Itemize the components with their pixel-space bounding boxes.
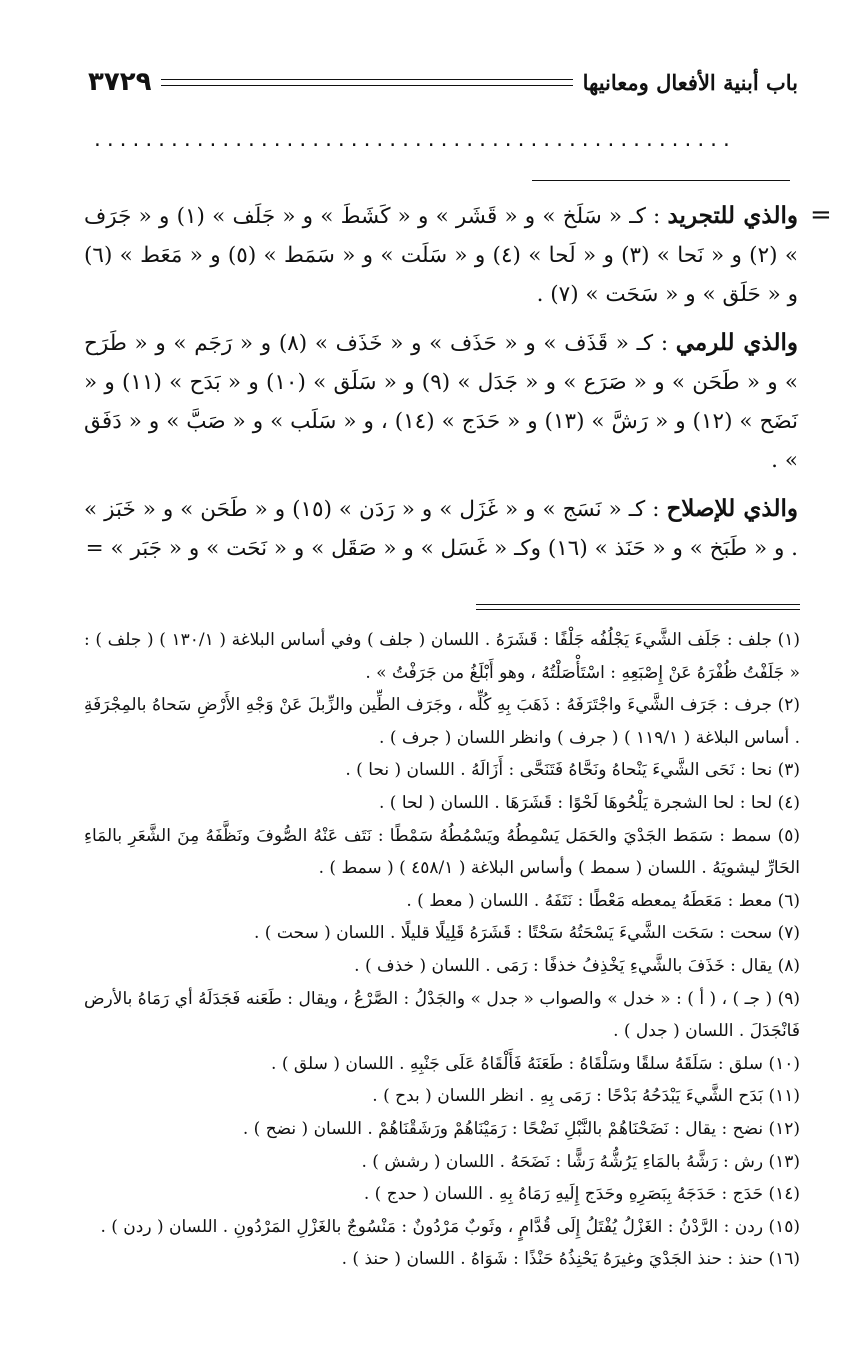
paragraph-islah: [84, 489, 798, 568]
page-number: ٣٧٢٩: [88, 67, 152, 97]
paragraph-ramy: [84, 323, 798, 480]
footnote: (١) جلف : جَلَف الشَّيءَ يَجْلُفُه جَلْفًا : قَشَرَهُ . اللسان ( جلف ) وفي أساس البلاغة ( ١٣٠/١ ) ( جلف ) : « جَلَفْتُ ظُفْرَهُ عَنْ إِصْبَعِهِ : اسْتَأْصَلْتُهُ ، وهو أَبْلَغُ من جَرَفْتُ » .: [84, 630, 800, 683]
footnote: (١٣) رش : رَشَّهُ بالمَاءِ يَرُشُّهُ رَشًّا : نَضَحَهُ . اللسان ( رشش ) .: [361, 1151, 800, 1172]
ellipsis-line: ..................................................: [92, 130, 734, 151]
main-text: [84, 196, 798, 577]
footnote: (٢) جرف : جَرَف الشَّيءَ واجْتَرَفَهُ : ذَهَبَ بِهِ كُلِّه ، وجَرَف الطِّين والزِّبلَ عَنْ وَجْهِ الأَرْضِ سَحاهُ بالمِجْرَفَةِ . أساس البلاغة ( ١١٩/١ ) ( جرف ) وانظر اللسان ( جرف ) .: [84, 695, 800, 748]
paragraph-text: : كـ « نَسَج » و « غَزَل » و « رَدَن » (١٥) و « طَحَن » و « خَبَز » . و « طَبَخ » و « حَنَذ » (١٦) وكـ « غَسَل » و « صَقَل » و « نَحَت » و « جَبَر » =: [84, 497, 798, 561]
running-title: باب أبنية الأفعال ومعانيها: [582, 69, 798, 95]
paragraph-lead: والذي للتجريد: [667, 202, 798, 229]
paragraph-tajrid: [84, 196, 798, 314]
footnote: (٦) معط : مَعَطَهُ يمعطه مَعْطًا : نَتَفَهُ . اللسان ( معط ) .: [406, 890, 800, 911]
footnote: (١٦) حنذ : حنذ الجَدْيَ وغيرَهُ يَحْنِذُهُ حَنْذًا : شَوَاهُ . اللسان ( حنذ ) .: [341, 1249, 800, 1270]
footnote: (٣) نحا : نَحَى الشَّيءَ يَنْحاهُ ونَحَّاهُ فَتَنَحَّى : أَزَالَهُ . اللسان ( نحا ) .: [345, 760, 800, 781]
footnotes: [84, 624, 800, 1276]
paragraph-text: : كـ « قَذَف » و « حَذَف » و « خَذَف » (٨) و « رَجَم » و « طَرَح » و « طَحَن » و « صَرَع » و « جَدَل » (٩) و « سَلَق » (١٠) و « بَدَح » (١١) و « نَضَح » (١٢) و « رَشَّ » (١٣) و « حَدَج » (١٤) ، و « سَلَب » و « صَبَّ » و « دَفَق » .: [84, 331, 799, 473]
footnote: (١٠) سلق : سَلَقَهُ سلقًا وسَلْقَاهُ : طَعَنَهُ فَأَلْقَاهُ عَلَى جَنْبِهِ . اللسان ( سلق ) .: [271, 1053, 800, 1074]
footnote: (٩) ( جـ ) ، ( أ ) : « خدل » والصواب « جدل » والجَدْلُ : الصَّرْعُ ، ويقال : طَعَنه فَجَدَلَهُ أي رَمَاهُ بالأرض فَانْجَدَلَ . اللسان ( جدل ) .: [84, 988, 800, 1042]
paragraph-lead: والذي للإصلاح: [666, 495, 798, 522]
paragraph-text: : كـ « سَلَخ » و « قَشَر » و « كَشَطَ » و « جَلَف » (١) و « جَرَف » (٢) و « نَحا » (٣) و « لَحا » (٤) و « سَلَت » و « سَمَط » (٥) و « مَعَط » (٦) و « حَلَق » و « سَحَت » (٧) .: [84, 204, 798, 307]
footnote: (٧) سحت : سَحَت الشَّيءَ يَسْحَتُهُ سَحْتًا : قَشَرَهُ قَلِيلًا قليلًا . اللسان ( سحت ) .: [253, 923, 800, 944]
page-header: [88, 62, 798, 102]
footnote: (١٥) ردن : الرَّدْنُ : الغَزْلُ يُفْتَلُ إِلَى قُدَّامٍ ، وثَوبٌ مَرْدُونٌ : مَنْسُوجٌ بالغَزْلِ المَرْدُونِ . اللسان ( ردن ) .: [100, 1216, 800, 1237]
footnote: (١١) بَدَح الشَّيءَ يَبْدَحُهُ بَدْحًا : رَمَى بِهِ . انظر اللسان ( بدح ) .: [372, 1086, 800, 1107]
header-rule: [161, 79, 572, 86]
paragraph-lead: والذي للرمي: [675, 329, 798, 356]
footnote: (١٤) حَدَج : حَدَجَهُ بِبَصَرِهِ وحَدَج إِلَيهِ رَمَاهُ بِهِ . اللسان ( حدج ) .: [363, 1184, 800, 1205]
footnote: (٥) سمط : سَمَط الجَدْيَ والحَمَل يَسْمِطُهُ ويَسْمُطُهُ سَمْطًا : نَتَف عَنْهُ الصُّوفَ ونَظَّفَهُ مِنَ الشَّعَرِ بالمَاءِ الحَارِّ ليشويَهُ . اللسان ( سمط ) وأساس البلاغة ( ٤٥٨/١ ) ( سمط ) .: [84, 825, 800, 879]
footnote: (١٢) نضح : يقال : نَضَحْنَاهُمْ بالنَّبْلِ نَضْحًا : رَمَيْنَاهُمْ ورَشَقْنَاهُمْ . اللسان ( نضح ) .: [242, 1118, 800, 1139]
footnote-separator: [476, 604, 800, 610]
footnote: (٨) يقال : خَذَفَ بالشَّيءِ يَخْذِفُ خذفًا : رَمَى . اللسان ( خذف ) .: [354, 955, 800, 976]
short-rule: [532, 180, 790, 181]
continuation-mark-top: =: [810, 200, 832, 230]
footnote: (٤) لحا : لحا الشجرة يَلْحُوهَا لَحْوًا : قَشَرَهَا . اللسان ( لحا ) .: [378, 792, 800, 813]
